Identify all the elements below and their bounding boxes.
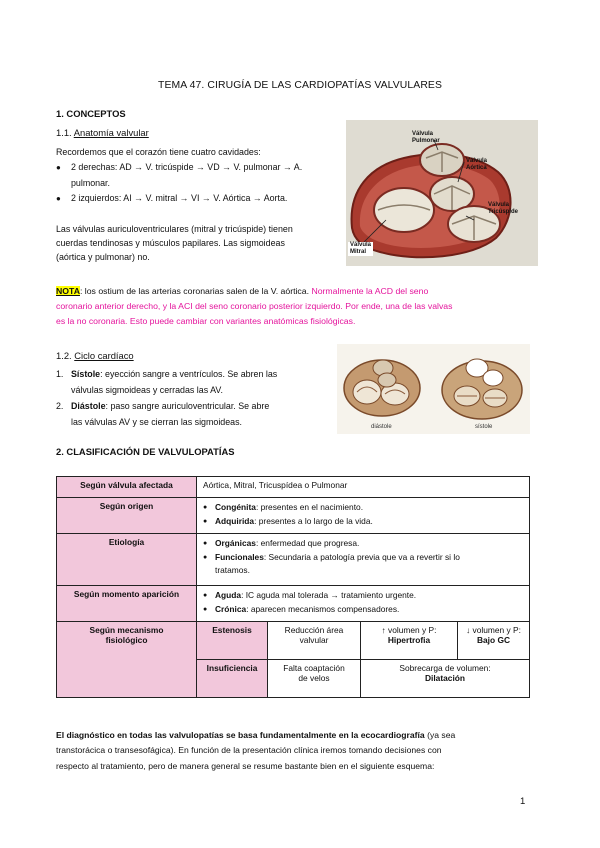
valves-paragraph	[56, 222, 340, 265]
paragraph-line: cuerdas tendinosas y músculos papilares. Las sigmoideas	[56, 238, 285, 249]
paragraph-line: respecto al tratamiento, pero de manera general se resume bastante bien en el siguiente esquema:	[56, 760, 435, 771]
row-label: Según momento aparición	[57, 586, 197, 622]
estenosis-label: Estenosis	[197, 622, 268, 660]
list-item-continuation: válvulas sigmoideas y cerradas las AV.	[71, 385, 223, 395]
insuficiencia-cell: Sobrecarga de volumen: Dilatación	[361, 660, 530, 698]
list-item: 2. Diástole: paso sangre auriculoventricular. Se abre	[56, 401, 270, 411]
list-item: ● Aguda: IC aguda mal tolerada → tratamiento urgente.	[203, 589, 523, 603]
list-item-text: 2 derechas: AD → V. tricúspide → VD → V. pulmonar → A.	[71, 162, 303, 172]
bullet-icon: ●	[56, 194, 61, 204]
nota-line-2: coronario anterior derecho, y la ACI del seno coronario posterior izquierdo. Por ende, una de las valvas	[56, 301, 453, 311]
valve-anatomy-figure	[346, 120, 538, 266]
section-heading-conceptos: 1. CONCEPTOS	[56, 108, 126, 119]
table-row	[57, 534, 530, 586]
row-value	[197, 498, 530, 534]
list-item: ● Congénita: presentes en el nacimiento.	[203, 501, 523, 515]
label-valvula-mitral: Válvula Mitral	[350, 242, 372, 255]
list-item: ● Funcionales: Secundaria a patología previa que va a revertir si lo	[203, 551, 523, 565]
row-value	[197, 586, 530, 622]
list-item: 1. Sístole: eyección sangre a ventrículos. Se abren las	[56, 369, 278, 379]
cardiac-cycle-list	[56, 366, 330, 430]
heart-valves-illustration	[346, 120, 538, 266]
estenosis-cell: ↓ volumen y P: Bajo GC	[458, 622, 530, 660]
insuficiencia-label: Insuficiencia	[197, 660, 268, 698]
bullet-icon: ●	[203, 517, 208, 525]
row-label: Etiología	[57, 534, 197, 586]
label-valvula-tricuspide: Válvula Tricúspide	[488, 202, 519, 215]
label-valvula-aortica: Válvula Aórtica	[466, 158, 488, 171]
cavities-list	[56, 160, 340, 207]
subsection-heading-anatomia	[56, 127, 149, 138]
table-row	[57, 586, 530, 622]
nota-label: NOTA	[56, 286, 80, 296]
diagnosis-paragraph	[56, 728, 530, 774]
paragraph-line: Las válvulas auriculoventriculares (mitral y tricúspide) tienen	[56, 224, 293, 234]
subsection-heading-ciclo	[56, 350, 134, 361]
list-item-text: pulmonar.	[71, 177, 110, 188]
bullet-icon: ●	[203, 504, 208, 511]
bullet-icon: ●	[203, 553, 208, 561]
subsection-title: Ciclo cardíaco	[74, 350, 134, 361]
caption-systole: sístole	[475, 424, 493, 430]
subsection-number: 1.1.	[56, 127, 72, 138]
bullet-icon: ●	[203, 592, 208, 599]
subsection-number: 1.2.	[56, 350, 72, 361]
row-label: Según válvula afectada	[57, 477, 197, 498]
row-value	[197, 534, 530, 586]
list-item-continuation: tratamos.	[215, 565, 250, 576]
table-row	[57, 477, 530, 498]
page-number: 1	[520, 796, 526, 807]
nota-paragraph	[56, 284, 530, 329]
paragraph-line: transtorácica o transesofágica). En función de la presentación clínica iremos tomando decisiones con	[56, 745, 442, 756]
list-item: ● Adquirida: presentes a lo largo de la vida.	[203, 515, 523, 529]
row-label-mecanismo: Según mecanismo fisiológico	[57, 622, 197, 698]
bullet-icon: ●	[56, 163, 61, 172]
list-item	[56, 160, 340, 176]
classification-table	[56, 476, 530, 698]
table-row	[57, 498, 530, 534]
section-heading-clasificacion: 2. CLASIFICACIÓN DE VALVULOPATÍAS	[56, 446, 235, 457]
cardiac-cycle-figure	[337, 344, 530, 434]
insuficiencia-cell: Falta coaptación de velos	[268, 660, 361, 698]
list-item-continuation	[56, 176, 340, 192]
table-row	[57, 622, 530, 660]
list-item-text: 2 izquierdos: AI → V. mitral → VI → V. Aórtica → Aorta.	[71, 193, 288, 204]
paragraph-line: (aórtica y pulmonar) no.	[56, 252, 150, 263]
list-item-continuation: las válvulas AV y se cierran las sigmoideas.	[71, 417, 242, 427]
paragraph-line: El diagnóstico en todas las valvulopatías se basa fundamentalmente en la ecocardiografía (ya sea	[56, 730, 456, 740]
subsection-title: Anatomía valvular	[73, 127, 149, 138]
estenosis-cell: ↑ volumen y P: Hipertrofia	[361, 622, 458, 660]
caption-diastole: diástole	[371, 424, 392, 430]
page-title: TEMA 47. CIRUGÍA DE LAS CARDIOPATÍAS VALVULARES	[158, 80, 442, 91]
list-item	[56, 191, 340, 207]
intro-text: Recordemos que el corazón tiene cuatro cavidades:	[56, 147, 261, 157]
nota-line-3: es la no coronaria. Esto puede cambiar con variantes anatómicas fisiológicas.	[56, 316, 356, 326]
estenosis-cell: Reducción área valvular	[268, 622, 361, 660]
row-value: Aórtica, Mitral, Tricuspídea o Pulmonar	[197, 477, 530, 498]
row-label: Según origen	[57, 498, 197, 534]
diastole-heart	[344, 360, 420, 416]
label-valvula-pulmonar: Válvula Pulmonar	[412, 131, 440, 144]
list-item: ● Orgánicas: enfermedad que progresa.	[203, 537, 523, 551]
bullet-icon: ●	[203, 605, 208, 613]
list-item: ● Crónica: aparecen mecanismos compensadores.	[203, 603, 523, 617]
diastole-systole-illustration	[337, 344, 530, 434]
nota-line-1: NOTA: los ostium de las arterias coronarias salen de la V. aórtica. Normalmente la ACD del seno	[56, 286, 429, 296]
bullet-icon: ●	[203, 540, 208, 547]
